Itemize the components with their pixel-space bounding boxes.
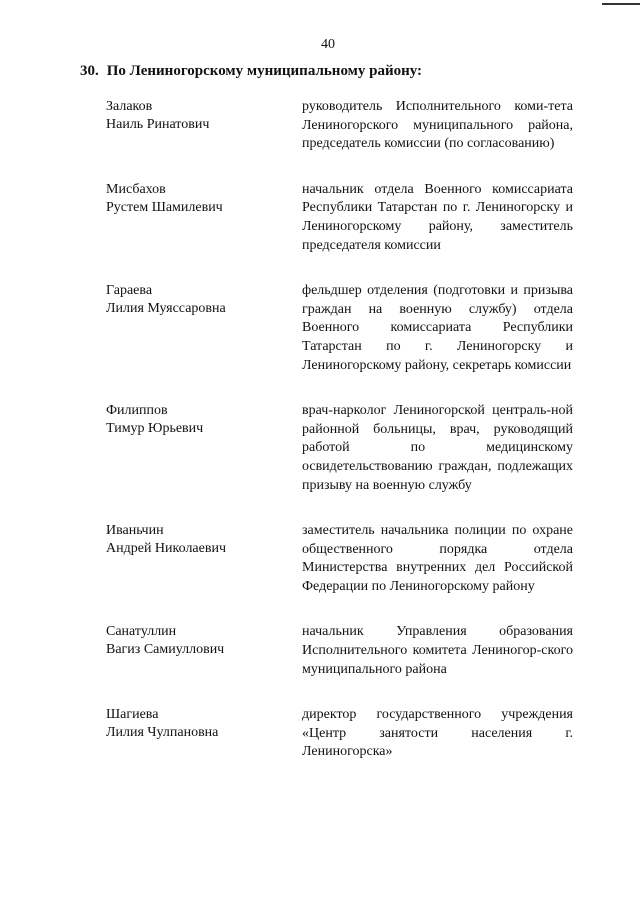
member-name [106,623,302,679]
member-given-names: Вагиз Самиуллович [106,642,225,658]
member-surname: Иваньчин [106,523,164,539]
member-surname: Залаков [106,99,153,114]
member-surname: Гараева [106,283,153,299]
member-given-names: Тимур Юрьевич [106,421,204,437]
member-name [106,282,302,375]
commission-member-6 [106,706,573,762]
member-role: руководитель Исполнительного коми-тета Лениногорского муниципального района, председатель комиссии (по согласованию) [302,99,573,152]
member-given-names: Наиль Ринатович [106,117,210,132]
commission-member-3 [106,402,573,495]
commission-member-4 [106,522,573,596]
member-surname: Санатуллин [106,624,177,640]
member-given-names: Лилия Муяссаровна [106,301,226,317]
section-title: По Лениногорскому муниципальному району: [106,63,423,79]
commission-member-5 [106,623,573,679]
member-given-names: Андрей Николаевич [106,541,226,557]
member-given-names: Рустем Шамилевич [106,199,223,215]
member-surname: Мисбахов [106,181,166,197]
member-role: начальник Управления образования Исполнительного комитета Лениногор-ского муниципального района [302,624,573,677]
member-role: заместитель начальника полиции по охране общественного порядка отдела Министерства внутренних дел Российской Федерации по Лениногорскому району [302,523,573,594]
member-name [106,98,302,154]
section-number: 30. [80,63,99,79]
member-name [106,402,302,495]
commission-member-1 [106,181,573,255]
member-surname: Филиппов [106,403,168,419]
commission-member-list [106,98,573,789]
member-surname: Шагиева [106,707,159,723]
commission-member-0 [106,98,573,154]
commission-member-2 [106,282,573,375]
page-number: 40 [321,37,335,52]
member-name [106,181,302,255]
member-role: фельдшер отделения (подготовки и призыва граждан на военную службу) отдела Военного комиссариата Республики Татарстан по г. Лениногорску и Лениногорскому району, секретарь комиссии [302,283,573,373]
member-role: начальник отдела Военного комиссариата Республики Татарстан по г. Лениногорску и Лениногорскому району, заместитель председателя комиссии [302,181,573,253]
member-role: врач-нарколог Лениногорской централь-ной районной больницы, врач, руководящий работой по медицинскому освидетельствованию граждан, подлежащих призыву на военную службу [302,403,573,493]
member-given-names: Лилия Чулпановна [106,725,219,741]
member-name [106,706,302,762]
section-heading [80,63,422,80]
member-name [106,522,302,596]
member-role: директор государственного учреждения «Центр занятости населения г. Лениногорска» [302,707,573,760]
corner-scan-mark [602,3,640,5]
